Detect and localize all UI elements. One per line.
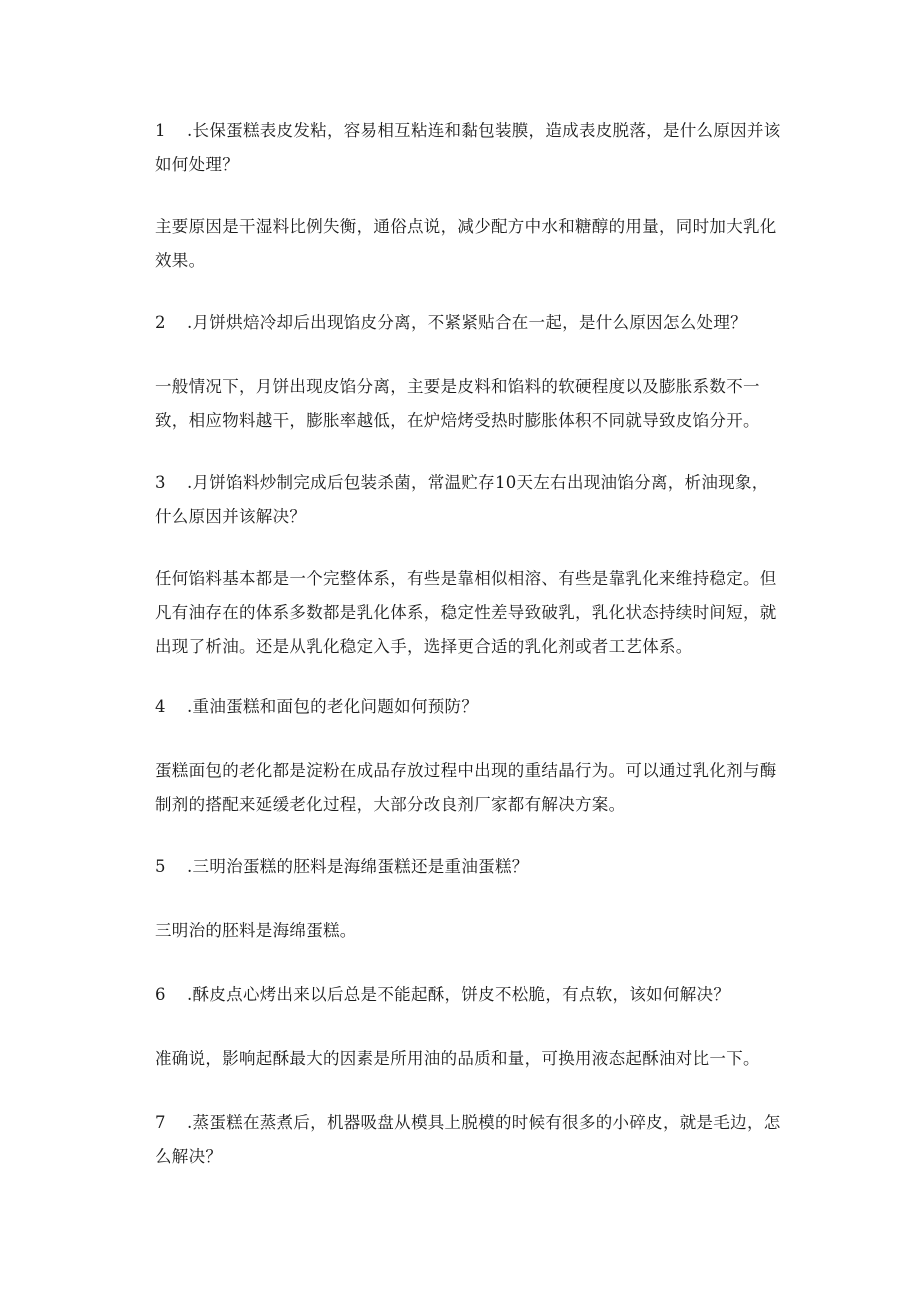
question-2 [155, 306, 785, 340]
question-text: .酥皮点心烤出来以后总是不能起酥，饼皮不松脆，有点软，该如何解决？ [187, 985, 731, 1004]
question-number: 7 [155, 1113, 166, 1132]
question-number: 4 [155, 697, 166, 716]
question-text: .月饼烘焙冷却后出现馅皮分离，不紧紧贴合在一起，是什么原因怎么处理？ [187, 313, 747, 332]
answer-4: 蛋糕面包的老化都是淀粉在成品存放过程中出现的重结晶行为。可以通过乳化剂与酶制剂的搭配来延缓老化过程，大部分改良剂厂家都有解决方案。 [155, 761, 777, 814]
question-number: 3 [155, 473, 166, 492]
answer-1: 主要原因是干湿料比例失衡，通俗点说，减少配方中水和糖醇的用量，同时加大乳化效果。 [155, 217, 777, 270]
question-number: 1 [155, 121, 166, 140]
question-6 [155, 978, 785, 1012]
answer-3: 任何馅料基本都是一个完整体系，有些是靠相似相溶、有些是靠乳化来维持稳定。但凡有油存在的体系多数都是乳化体系，稳定性差导致破乳，乳化状态持续时间短，就出现了析油。还是从乳化稳定入手，选择更合适的乳化剂或者工艺体系。 [155, 569, 777, 656]
answer-2: 一般情况下，月饼出现皮馅分离，主要是皮料和馅料的软硬程度以及膨胀系数不一致，相应物料越干，膨胀率越低，在炉焙烤受热时膨胀体积不同就导致皮馅分开。 [155, 377, 760, 430]
question-7 [155, 1106, 785, 1174]
question-4 [155, 690, 785, 724]
question-text: .重油蛋糕和面包的老化问题如何预防？ [187, 697, 479, 716]
question-number: 6 [155, 985, 166, 1004]
question-5 [155, 850, 785, 884]
question-text: .月饼馅料炒制完成后包装杀菌，常温贮存10天左右出现油馅分离，析油现象，什么原因并该解决？ [155, 473, 769, 526]
answer-6: 准确说，影响起酥最大的因素是所用油的品质和量，可换用液态起酥油对比一下。 [155, 1049, 760, 1068]
question-text: .蒸蛋糕在蒸煮后，机器吸盘从模具上脱模的时候有很多的小碎皮，就是毛边，怎么解决？ [155, 1113, 781, 1166]
question-text: .三明治蛋糕的胚料是海绵蛋糕还是重油蛋糕？ [187, 857, 529, 876]
question-text: .长保蛋糕表皮发粘，容易相互粘连和黏包装膜，造成表皮脱落，是什么原因并该如何处理？ [155, 121, 781, 174]
question-number: 2 [155, 313, 166, 332]
question-1 [155, 114, 785, 182]
answer-5: 三明治的胚料是海绵蛋糕。 [155, 921, 357, 940]
question-number: 5 [155, 857, 166, 876]
question-3 [155, 466, 785, 534]
